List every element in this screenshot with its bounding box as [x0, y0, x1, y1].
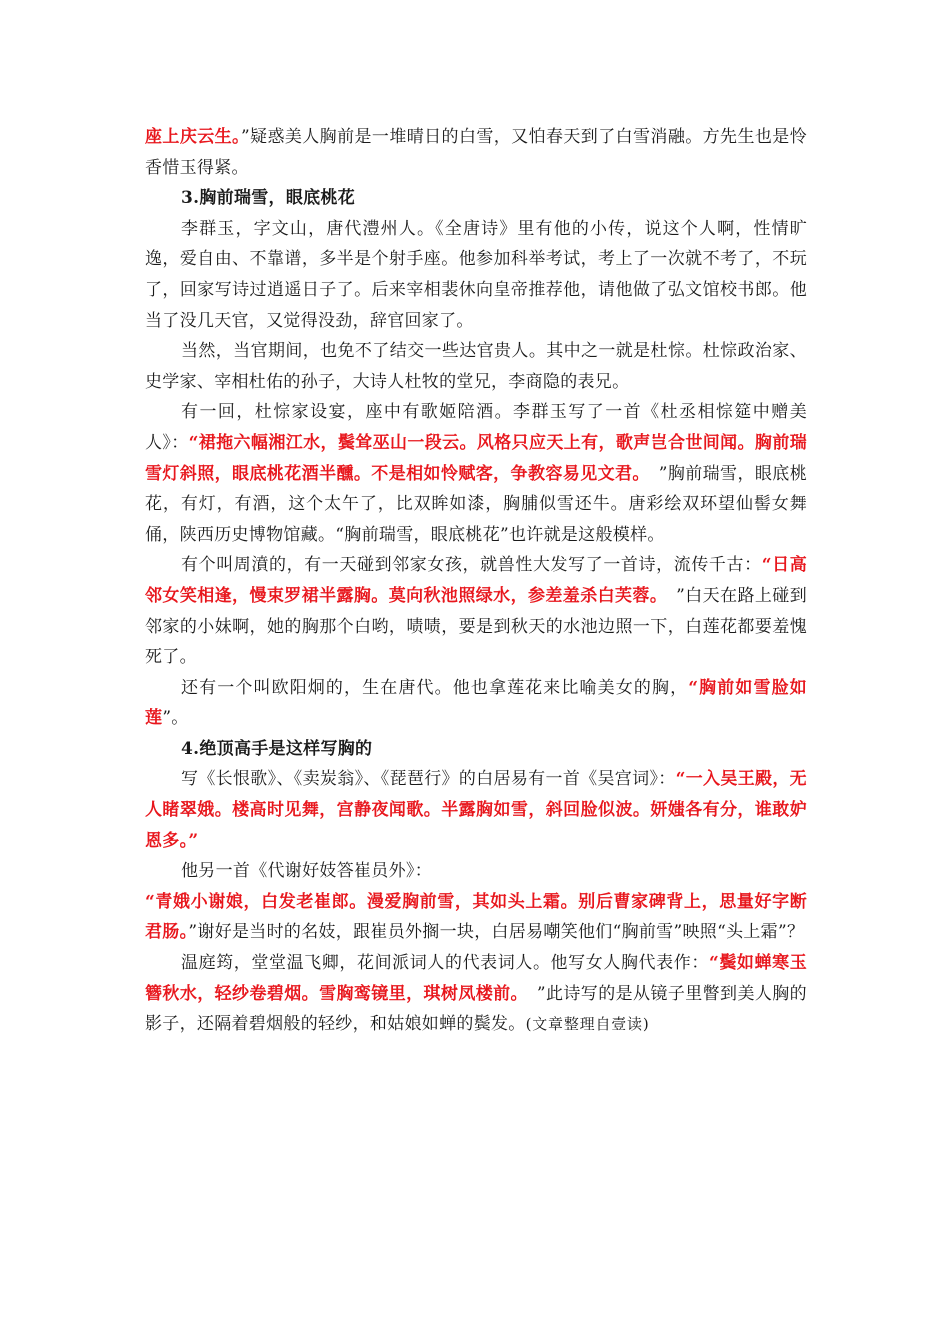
paragraph-7 — [145, 764, 807, 856]
poem-quote: “青娥小谢娘，白发老崔郎。漫爱胸前雪，其如头上霜。别后曹家碑背上，思量好字断君肠。 — [145, 891, 807, 943]
paragraph-5 — [145, 550, 807, 672]
paragraph-text: 有个叫周濆的，有一天碰到邻家女孩，就兽性大发写了一首诗，流传千古： — [181, 555, 762, 576]
paragraph-text: ”。 — [162, 708, 189, 729]
paragraph-text: ”此诗写的是从镜子里瞥到美人胸的影子，还隔着碧烟般的轻纱，和姑娘如蝉的鬓发。 — [145, 983, 807, 1035]
paragraph-8: 他另一首《代谢好妓答崔员外》： — [181, 861, 432, 882]
article-body — [145, 122, 807, 1040]
poem-quote: “鬓如蝉寒玉簪秋水，轻纱卷碧烟。雪胸鸾镜里，琪树凤楼前。 — [145, 953, 808, 1004]
paragraph-2: 李群玉，字文山，唐代澧州人。《全唐诗》里有他的小传，说这个人啊，性情旷逸，爱自由、不靠谱，多半是个射手座。他参加科举考试，考上了一次就不考了，不玩了，回家写诗过逍遥日子了。后来宰相裴休向皇帝推荐他，请他做了弘文馆校书郎。他当了没几天官，又觉得没劲，辞官回家了。 — [145, 218, 807, 331]
paragraph-text: ”白天在路上碰到邻家的小妹啊，她的胸那个白哟，啧啧，要是到秋天的水池边照一下，白莲花都要羞愧死了。 — [145, 585, 808, 668]
paragraph-4 — [145, 397, 807, 550]
paragraph-text: ”胸前瑞雪，眼底桃花，有灯，有酒，这个太午了，比双眸如漆，胸脯似雪还牛。唐彩绘双环望仙髻女舞俑，陕西历史博物馆藏。“胸前瑞雪，眼底桃花”也许就是这般模样。 — [145, 463, 807, 545]
paragraph-text: 有一回，杜悰家设宴，座中有歌姬陪酒。李群玉写了一首《杜丞相悰筵中赠美人》： — [145, 402, 807, 453]
paragraph-text: ”谢好是当时的名妓，跟崔员外搁一块，白居易嘲笑他们“胸前雪”映照“头上霜”？ — [188, 922, 805, 943]
paragraph-text: 还有一个叫欧阳炯的，生在唐代。他也拿莲花来比喻美女的胸， — [181, 677, 689, 698]
poem-quote: “一入吴王殿，无人睹翠娥。楼高时见舞，宫静夜闻歌。半露胸如雪，斜回脸似波。妍媸各有分，谁敢妒恩多。” — [145, 769, 807, 851]
poem-quote: 座上庆云生。 — [145, 127, 241, 147]
paragraph-1 — [145, 122, 807, 183]
poem-quote: “日高邻女笑相逢，慢束罗裙半露胸。莫向秋池照绿水，参差羞杀白芙蓉。 — [145, 555, 807, 606]
paragraph-9 — [145, 887, 807, 948]
paragraph-text: 温庭筠，堂堂温飞卿，花间派词人的代表词人。他写女人胸代表作： — [181, 953, 709, 974]
paragraph-3: 当然，当官期间，也免不了结交一些达官贵人。其中之一就是杜悰。杜悰政治家、史学家、宰相杜佑的孙子，大诗人杜牧的堂兄，李商隐的表兄。 — [145, 341, 807, 392]
paragraph-text: ”疑惑美人胸前是一堆晴日的白雪，又怕春天到了白雪消融。方先生也是怜香惜玉得紧。 — [145, 127, 807, 178]
poem-quote: “裙拖六幅湘江水，鬓耸巫山一段云。风格只应天上有，歌声岂合世间闻。胸前瑞雪灯斜照，眼底桃花酒半醺。不是相如怜赋客，争教容易见文君。 — [145, 432, 807, 484]
section-heading-3: 3.胸前瑞雪，眼底桃花 — [181, 188, 356, 209]
paragraph-10 — [145, 948, 807, 1040]
section-heading-4: 4.绝顶高手是这样写胸的 — [181, 738, 373, 759]
poem-quote: “胸前如雪脸如莲 — [145, 677, 807, 729]
source-note: (文章整理自壹读) — [525, 1015, 650, 1034]
paragraph-text: 写《长恨歌》、《卖炭翁》、《琵琶行》的白居易有一首《吴宫词》： — [181, 769, 676, 790]
paragraph-6 — [145, 673, 807, 734]
